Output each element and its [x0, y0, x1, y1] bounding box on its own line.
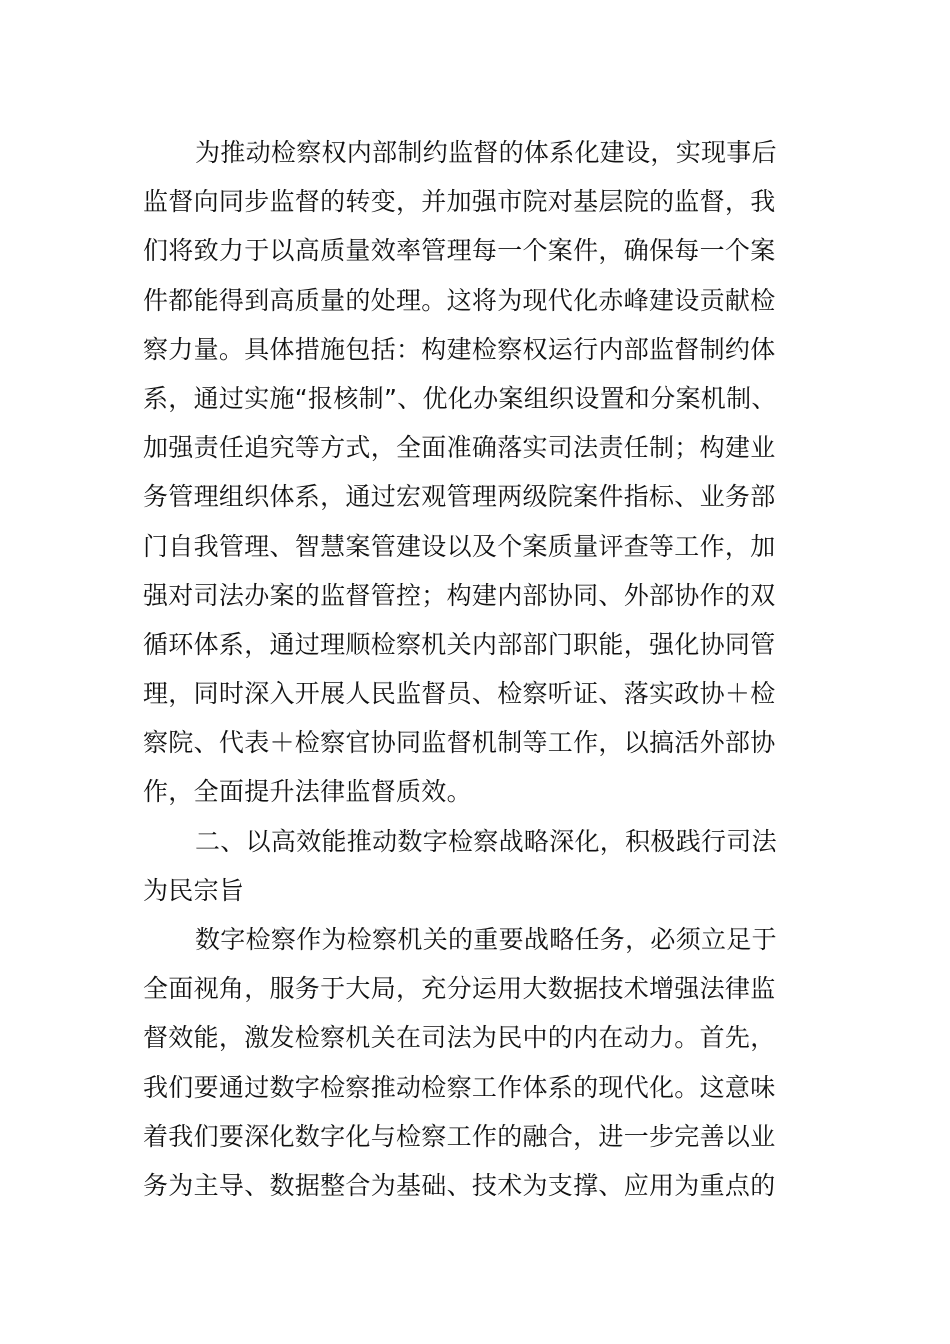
text-line: 作，全面提升法律监督质效。 — [143, 777, 472, 807]
text-line: 务为主导、数据整合为基础、技术为支撑、应用为重点的 — [143, 1170, 776, 1200]
text-line: 循环体系，通过理顺检察机关内部部门职能，强化协同管 — [143, 629, 776, 659]
text-line: 门自我管理、智慧案管建设以及个案质量评查等工作，加 — [143, 531, 776, 561]
text-line: 着我们要深化数字化与检察工作的融合，进一步完善以业 — [143, 1121, 776, 1151]
text-line: 为推动检察权内部制约监督的体系化建设，实现事后 — [195, 138, 777, 167]
text-line: 务管理组织体系，通过宏观管理两级院案件指标、业务部 — [143, 482, 776, 512]
heading-line: 为民宗旨 — [143, 875, 245, 905]
text-line: 察力量。具体措施包括：构建检察权运行内部监督制约体 — [143, 334, 776, 364]
text-line: 督效能，激发检察机关在司法为民中的内在动力。首先， — [143, 1023, 776, 1053]
text-line: 件都能得到高质量的处理。这将为现代化赤峰建设贡献检 — [143, 285, 776, 315]
section-heading — [143, 817, 793, 915]
text-line: 系，通过实施“报核制”、优化办案组织设置和分案机制、 — [143, 383, 777, 413]
paragraph-supervision-system — [143, 128, 793, 817]
text-line: 理，同时深入开展人民监督员、检察听证、落实政协＋检 — [143, 679, 776, 709]
text-line: 数字检察作为检察机关的重要战略任务，必须立足于 — [195, 925, 777, 954]
text-line: 监督向同步监督的转变，并加强市院对基层院的监督，我 — [143, 187, 776, 217]
text-line: 全面视角，服务于大局，充分运用大数据技术增强法律监 — [143, 974, 776, 1004]
text-line: 强对司法办案的监督管控；构建内部协同、外部协作的双 — [143, 580, 776, 610]
text-line: 加强责任追究等方式，全面准确落实司法责任制；构建业 — [143, 433, 776, 463]
paragraph-digital-procuratorate — [143, 915, 793, 1210]
text-line: 们将致力于以高质量效率管理每一个案件，确保每一个案 — [143, 236, 776, 266]
heading-line: 二、以高效能推动数字检察战略深化，积极践行司法 — [195, 826, 777, 856]
text-line: 察院、代表＋检察官协同监督机制等工作，以搞活外部协 — [143, 728, 776, 758]
document-body — [143, 128, 793, 1210]
text-line: 我们要通过数字检察推动检察工作体系的现代化。这意味 — [143, 1072, 776, 1102]
